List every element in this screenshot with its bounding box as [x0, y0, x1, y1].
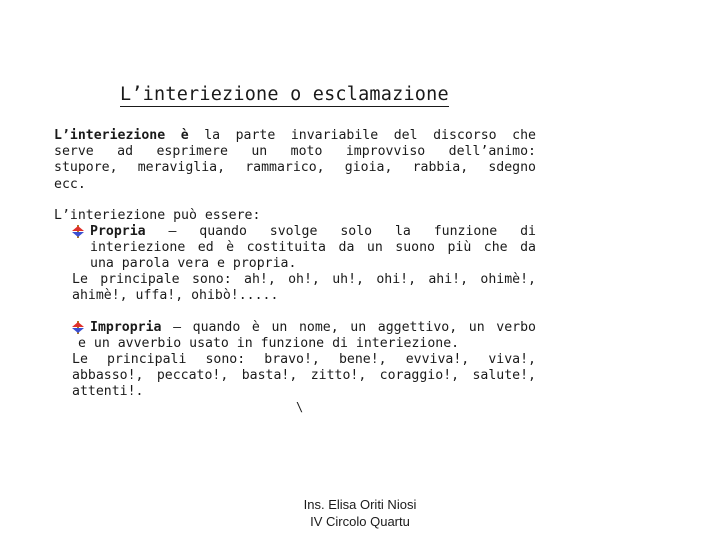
page-title: L’interiezione o esclamazione [120, 84, 449, 105]
footer-credit [0, 496, 720, 530]
definition-line-1: L’interiezione è la parte invariabile del discorso che [54, 128, 536, 143]
list-item-impropria [90, 320, 536, 336]
stray-mark: \ [296, 400, 304, 414]
propria-example-line-1: Le principale sono: ah!, oh!, uh!, ohi!, ahi!, ohimè!, [72, 272, 536, 287]
footer-school: IV Circolo Quartu [310, 514, 410, 529]
impropria-example-line-3: attenti!. [72, 384, 144, 400]
definition-line-2: serve ad esprimere un moto improvviso dell’animo: [54, 144, 536, 160]
propria-term: Propria [90, 224, 146, 239]
propria-examples [72, 272, 536, 304]
definition-line-3: stupore, meraviglia, rammarico, gioia, rabbia, sdegno [54, 160, 536, 176]
propria-line-2: interiezione ed è costituita da un suono più che da [90, 240, 536, 255]
impropria-line-1: Impropria – quando è un nome, un aggettivo, un verbo [90, 320, 536, 336]
definition-line-4: ecc. [54, 176, 86, 192]
impropria-description [72, 336, 536, 352]
propria-description [90, 240, 536, 272]
impropria-example-line-2: abbasso!, peccato!, basta!, zitto!, coraggio!, salute!, [72, 368, 536, 384]
definition-term: L’interiezione è [54, 128, 189, 143]
impropria-example-line-1: Le principali sono: bravo!, bene!, evviva!, viva!, [72, 352, 536, 367]
impropria-term: Impropria [90, 320, 162, 335]
propria-example-line-2: ahimè!, uffa!, ohibò!..... [72, 288, 279, 304]
footer-author: Ins. Elisa Oriti Niosi [303, 497, 417, 512]
bullet-arrow-icon [72, 321, 84, 334]
propria-line-3: una parola vera e propria. [90, 256, 297, 272]
bullet-arrow-icon [72, 225, 84, 238]
intro-text: L’interiezione può essere: [54, 208, 261, 223]
propria-line-1: Propria – quando svolge solo la funzione di [90, 224, 536, 240]
impropria-examples [72, 352, 536, 401]
impropria-line-2: e un avverbio usato in funzione di interiezione. [78, 336, 460, 351]
list-item-propria [90, 224, 536, 240]
definition-paragraph [54, 128, 536, 193]
